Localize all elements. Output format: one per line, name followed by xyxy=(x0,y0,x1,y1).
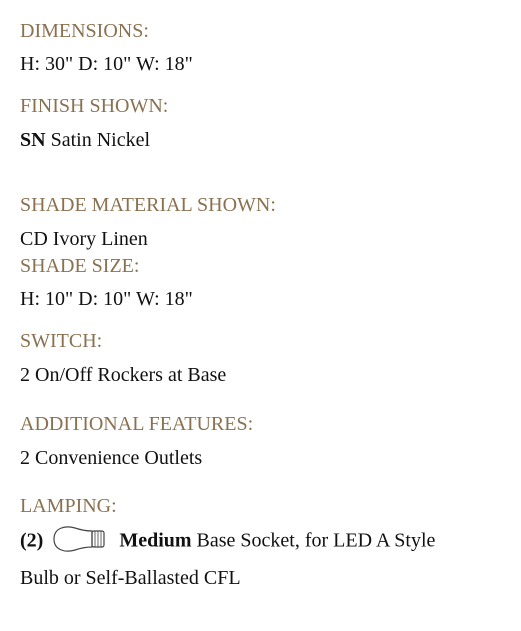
additional-features-value: 2 Convenience Outlets xyxy=(20,447,203,469)
additional-features-label: ADDITIONAL FEATURES: xyxy=(20,413,254,435)
shade-size-label: SHADE SIZE: xyxy=(20,255,140,277)
light-bulb-icon xyxy=(51,522,109,556)
shade-material-label: SHADE MATERIAL SHOWN: xyxy=(20,194,276,216)
lamping-socket-text: Base Socket, for LED A Style xyxy=(196,529,436,552)
lamping-quantity: (2) xyxy=(20,529,44,552)
switch-label: SWITCH: xyxy=(20,330,103,352)
dimensions-label: DIMENSIONS: xyxy=(20,20,149,42)
shade-material-value: CD Ivory Linen xyxy=(20,228,148,250)
finish-value xyxy=(20,128,150,152)
lamping-line-1 xyxy=(20,528,435,556)
finish-name: Satin Nickel xyxy=(50,129,151,151)
lamping-label: LAMPING: xyxy=(20,495,117,517)
lamping-line-2: Bulb or Self-Ballasted CFL xyxy=(20,567,241,589)
finish-label: FINISH SHOWN: xyxy=(20,95,169,117)
lamping-base-type: Medium xyxy=(119,529,192,552)
finish-code: SN xyxy=(20,129,46,151)
shade-size-value: H: 10" D: 10" W: 18" xyxy=(20,288,193,310)
switch-value: 2 On/Off Rockers at Base xyxy=(20,364,227,386)
dimensions-value: H: 30" D: 10" W: 18" xyxy=(20,53,193,75)
